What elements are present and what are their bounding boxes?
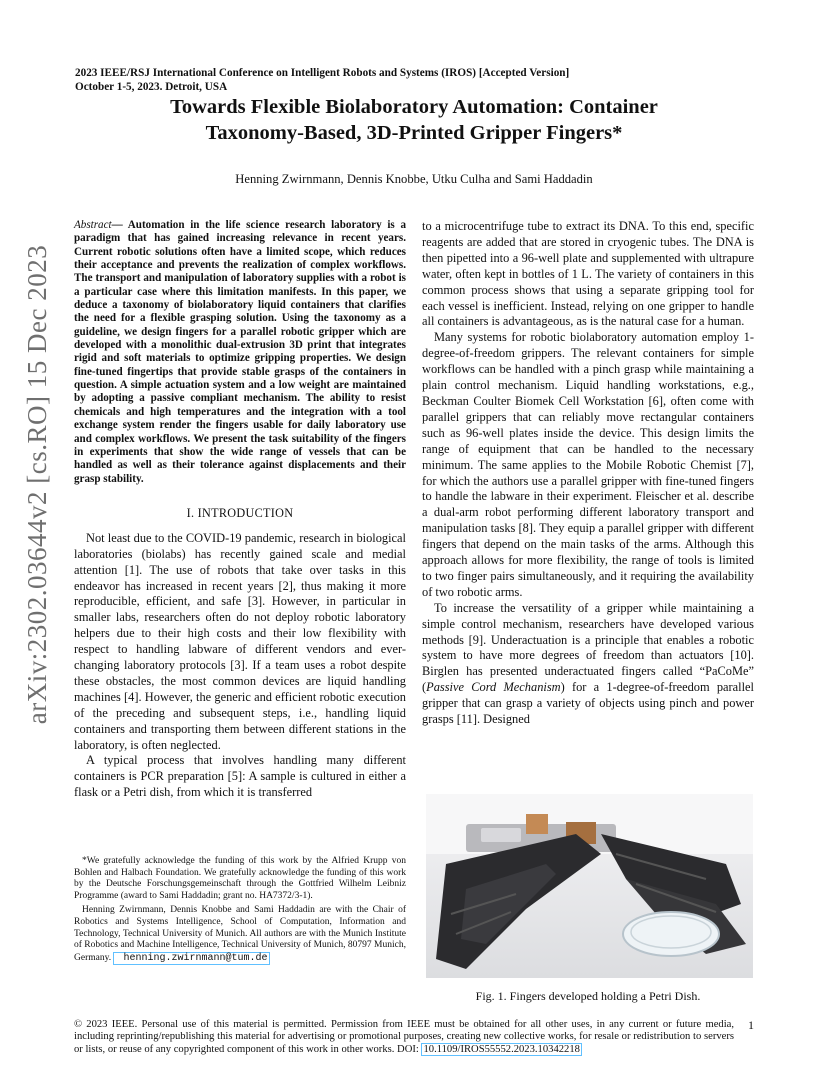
- conference-header: [75, 66, 569, 94]
- doi-link[interactable]: 10.1109/IROS55552.2023.10342218: [423, 1043, 580, 1055]
- pacome-expansion: Passive Cord Mechanism: [426, 680, 561, 695]
- figure-caption: Fig. 1. Fingers developed holding a Petri Dish.: [475, 989, 701, 1003]
- arxiv-identifier: arXiv:2302.03644v2 [cs.RO] 15 Dec 2023: [22, 244, 53, 724]
- figure-gripper-photo: [426, 794, 753, 978]
- affiliation-text: Henning Zwirnmann, Dennis Knobbe and Sami Haddadin are with the Chair of Robotics and Systems Intelligence, School of Computation, Information and Technology, Technical University of Munich. All authors are with the Munich Institute of Robotics and Machine Intelligence, Technical University of Munich, 80797 Munich, Germany.: [74, 905, 406, 963]
- right-paragraph-3: [422, 601, 754, 728]
- gripper-illustration: [426, 794, 753, 978]
- abstract-text: — Automation in the life science research laboratory is a paradigm that has gained increasing relevance in recent years. Current robotic solutions often have a limited scope, which reduces their acceptance and prevents the realization of complex workflows. The transport and manipulation of laboratory supplies with a robot is a particular case where this limitation manifests. In this paper, we deduce a taxonomy of biolaboratory liquid containers that clarifies the need for a flexible grasping solution. Using the taxonomy as a guideline, we design fingers for a parallel robotic gripper which are developed with a monolithic dual-extrusion 3D print that integrates rigid and soft materials to optimize gripping properties. We design fine-tuned fingertips that provide stable grasps of the containers in question. A simple actuation system and a low weight are maintained by adopting a passive compliant mechanism. The ability to resist chemicals and high temperatures and the integration with a tool exchange system render the fingers usable for daily laboratory use and complex workflows. We present the task suitability of the fingers in experiments that show the wide range of vessels that can be handled as well as their tolerance against displacements and their grasp stability.: [74, 219, 406, 485]
- intro-paragraph-1: Not least due to the COVID-19 pandemic, research in biological laboratories (biolabs) has recently gained scale and medial attention [1]. The use of robots that take over tasks in this endeavor has increased in recent years [2], thus making it more reproducible, efficient, and safe [3]. However, in particular in smaller labs, researchers often do not deploy robotic laboratory helpers due to their high costs and their low flexibility with respect to handling labware of different vendors and ever-changing laboratory protocols [3]. If a team uses a robot despite these obstacles, the most common devices are liquid handling machines [4]. However, the generic and efficient robotic execution of the preceding and subsequent steps, i.e., handling liquid containers and transporting them between different stations in the laboratory, is often neglected.: [74, 530, 406, 752]
- paragraph-3-end: ) for a 1-degree-of-freedom parallel gripper that can grasp a variety of objects using pinch and power grasps [11]. Designed: [422, 680, 754, 727]
- arxiv-side-stamp: [18, 244, 58, 724]
- email-link[interactable]: henning.zwirnmann@tum.de: [113, 952, 269, 966]
- section-heading-introduction: I. INTRODUCTION: [186, 505, 294, 520]
- abstract-label: Abstract: [74, 219, 112, 231]
- title-line-1: Towards Flexible Biolaboratory Automation: Container: [170, 96, 658, 118]
- title-line-2: Taxonomy-Based, 3D-Printed Gripper Fingers*: [205, 122, 623, 144]
- right-column: [422, 219, 754, 728]
- right-paragraph-1: to a microcentrifuge tube to extract its DNA. To this end, specific reagents are added that are stored in cryogenic tubes. The DNA is then pipetted into a 96-well plate and supplemented with ultrapure water, often kept in bottles of 1 L. The variety of containers in this common process shows that using a separate gripping tool for each vessel is inefficient. Instead, relying on one gripper to handle all containers is advantageous, as is the natural case for a human.: [422, 219, 754, 329]
- paragraph-3-start: To increase the versatility of a gripper while maintaining a simple control mechanism, researchers have developed various methods [9]. Underactuation is a principle that enables a robotic system to have more degrees of freedom than actuators [10]. Birglen has presented underactuated fingers called “PaCoMe” (: [422, 600, 754, 695]
- paper-title: [75, 94, 753, 146]
- conference-line: 2023 IEEE/RSJ International Conference on Intelligent Robots and Systems (IROS) [Accepted Version]: [75, 67, 570, 79]
- footnotes: [74, 856, 406, 968]
- affiliation-footnote: [74, 905, 406, 965]
- right-paragraph-2: Many systems for robotic biolaboratory automation employ 1-degree-of-freedom grippers. The relevant containers for simple workflows can be handled with a pinch grasp while maintaining a plain control mechanism. Liquid handling workstations, e.g., Beckman Coulter Biomek Cell Workstation [6], often come with parallel grippers that can reliably move rectangular containers such as 96-well plates inside the device. This design limits the range of equipment that can be handled to the necessary minimum. The same applies to the Mobile Robotic Chemist [7], for which the authors use a parallel gripper with fine-tuned fingers to handle the labware in their experiment. Fleischer et al. describe a dual-arm robot performing different laboratory transport and manipulation tasks [8]. They equip a parallel gripper with different fingers that depend on the main tasks of the arms. Although this approach allows for more flexibility, the range of tools is limited to two finger pairs simultaneously, and it requiring the availability of two robotic arms.: [422, 330, 754, 599]
- intro-paragraph-2: A typical process that involves handling many different containers is PCR preparation [5]: A sample is cultured in either a flask or a Petri dish, from which it is transferred: [74, 753, 406, 800]
- conference-date-location: October 1-5, 2023. Detroit, USA: [75, 81, 228, 93]
- left-column: [74, 219, 406, 801]
- funding-footnote: *We gratefully acknowledge the funding of this work by the Alfried Krupp von Bohlen and Halbach Foundation. We gratefully acknowledge the funding of this work by the Deutsche Forschungsgemeinschaft through the Gottfried Wilhelm Leibniz Programme (award to Sami Haddadin; grant no. HA7372/3-1).: [74, 856, 406, 901]
- page-number: 1: [748, 1018, 754, 1032]
- copyright-notice: [74, 1019, 734, 1056]
- author-list: Henning Zwirnmann, Dennis Knobbe, Utku Culha and Sami Haddadin: [235, 172, 593, 186]
- abstract: [74, 219, 406, 486]
- copyright-text: © 2023 IEEE. Personal use of this material is permitted. Permission from IEEE must be obtained for all other uses, in any current or future media, including reprinting/republishing this material for advertising or promotional purposes, creating new collective works, for resale or redistribution to servers or lists, or reuse of any copyrighted component of this work in other works. DOI:: [74, 1019, 734, 1055]
